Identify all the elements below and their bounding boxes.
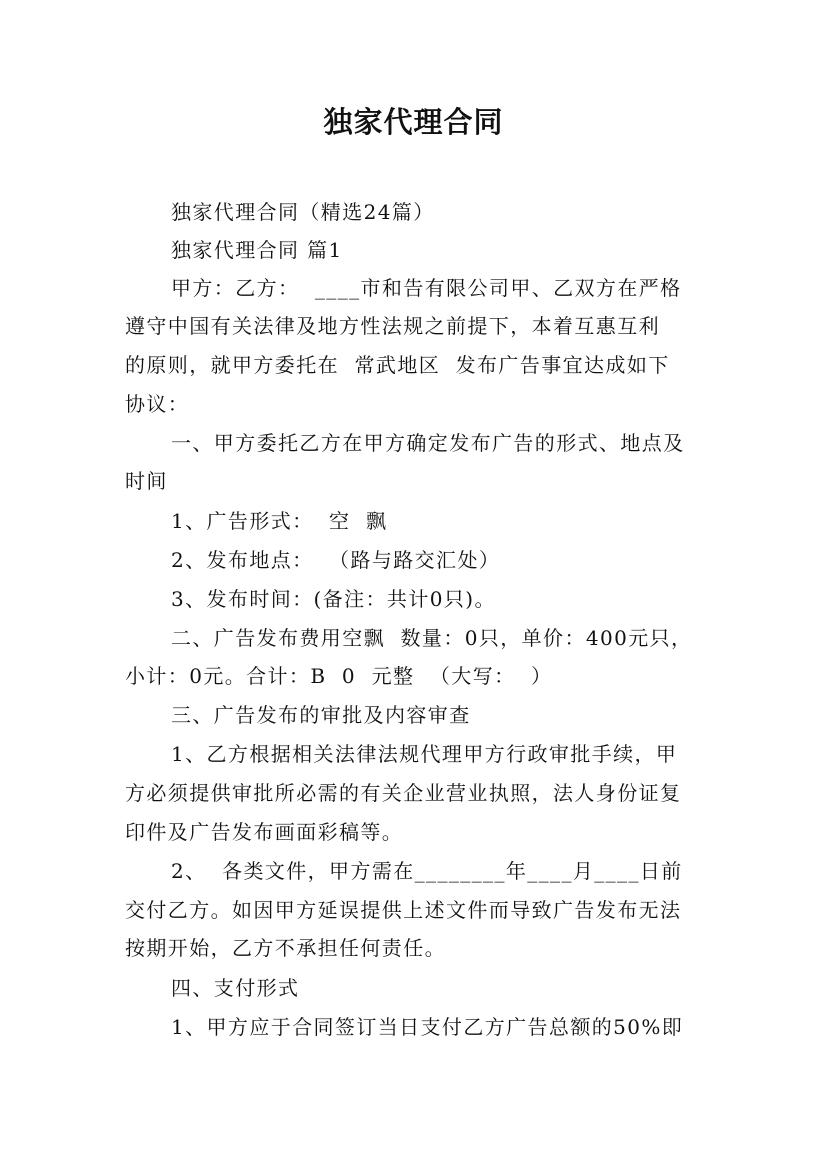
paragraph-line: 2、发布地点： （路与路交汇处） [171,548,501,572]
section-heading-line: 独家代理合同 篇1 [171,238,343,262]
paragraph-line: 3、发布时间：(备注：共计0只)。 [171,587,496,611]
paragraph-line: 协议： [125,392,190,416]
paragraph-line: 2、 各类文件，甲方需在________年____月____日前 [171,859,683,883]
subtitle-line: 独家代理合同（精选24篇） [171,200,435,224]
paragraph-line: 甲方：乙方： ____市和告有限公司甲、乙双方在严格 [171,276,682,300]
paragraph-line: 四、支付形式 [171,976,300,1000]
paragraph-line: 方必须提供审批所必需的有关企业营业执照，法人身份证复 [125,781,682,805]
document-title: 独家代理合同 [323,105,504,139]
paragraph-line: 1、广告形式： 空 飘 [171,509,388,533]
paragraph-line: 三、广告发布的审批及内容审查 [171,703,471,727]
paragraph-line: 的原则，就甲方委托在 常武地区 发布广告事宜达成如下 [125,353,670,377]
paragraph-line: 交付乙方。如因甲方延误提供上述文件而导致广告发布无法 [125,898,682,922]
paragraph-line: 1、乙方根据相关法律法规代理甲方行政审批手续，甲 [171,742,678,766]
paragraph-line: 一、甲方委托乙方在甲方确定发布广告的形式、地点及 [171,431,685,455]
paragraph-line: 小计：0元。合计：B 0 元整 （大写： ） [125,664,553,688]
paragraph-line: 二、广告发布费用空飘 数量：0只，单价：400元只， [171,626,693,650]
paragraph-line: 遵守中国有关法律及地方性法规之前提下，本着互惠互利 [125,314,660,338]
paragraph-line: 1、甲方应于合同签订当日支付乙方广告总额的50%即 [171,1015,684,1039]
paragraph-line: 印件及广告发布画面彩稿等。 [125,820,404,844]
paragraph-line: 时间 [125,469,168,493]
paragraph-line: 按期开始，乙方不承担任何责任。 [125,936,446,960]
